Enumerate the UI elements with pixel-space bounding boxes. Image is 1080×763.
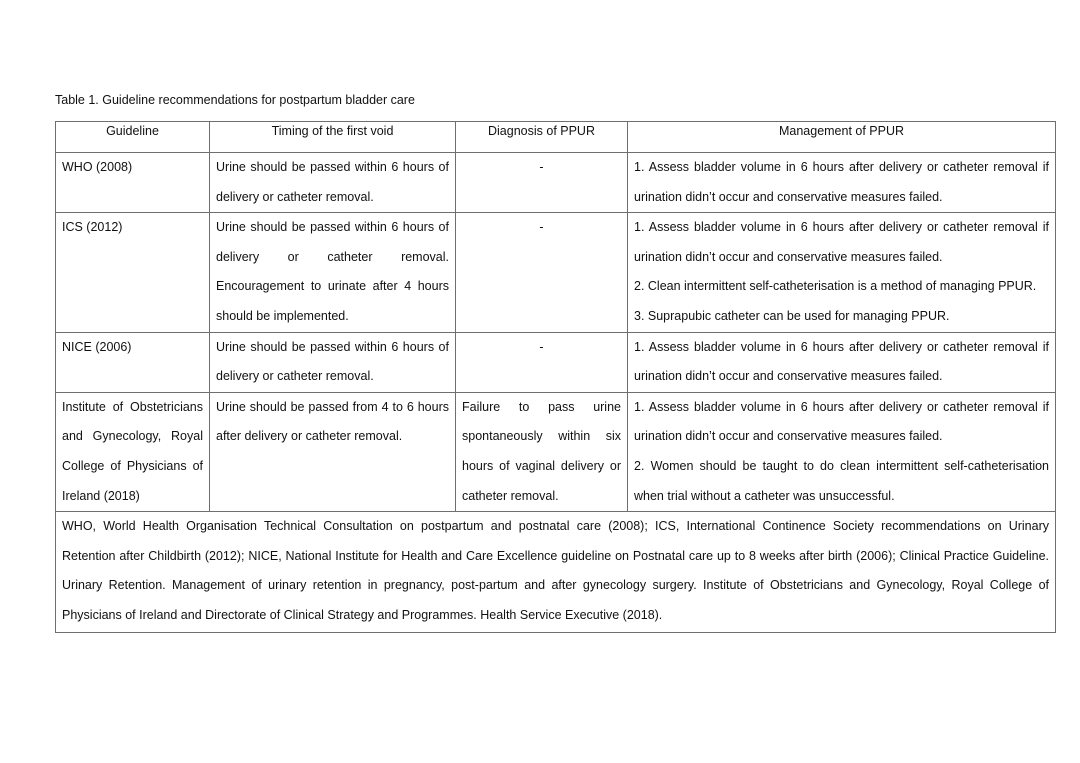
timing-cell (210, 392, 456, 511)
timing-cell (210, 213, 456, 332)
cell-line: 1. Assess bladder volume in 6 hours after delivery or catheter removal if (634, 399, 1049, 414)
table-caption: Table 1. Guideline recommendations for postpartum bladder care (55, 93, 415, 107)
cell-line: urination didn’t occur and conservative measures failed. (634, 249, 943, 264)
cell-line: when trial without a catheter was unsuccessful. (634, 488, 895, 503)
cell-line: urination didn’t occur and conservative measures failed. (634, 429, 943, 444)
cell-line: Urine should be passed within 6 hours of (216, 220, 449, 235)
management-cell (628, 213, 1056, 332)
cell-line: Urine should be passed from 4 to 6 hours (216, 399, 449, 414)
guideline-cell (56, 213, 210, 332)
guideline-cell (56, 392, 210, 511)
cell-line: ICS (2012) (62, 220, 123, 235)
footnote-row (56, 512, 1056, 633)
management-cell (628, 392, 1056, 511)
cell-line: catheter removal. (462, 488, 559, 503)
footnote-line: Retention after Childbirth (2012); NICE, National Institute for Health and Care Excellence guideline on Postnatal care up to 8 weeks after birth (2006); Clinical Practice Guideline. (62, 548, 1049, 563)
cell-line: urination didn’t occur and conservative measures failed. (634, 189, 943, 204)
cell-line: Urine should be passed within 6 hours of (216, 339, 449, 354)
cell-line: Encouragement to urinate after 4 hours (216, 279, 449, 294)
cell-line: Institute of Obstetricians (62, 399, 203, 414)
cell-line: 1. Assess bladder volume in 6 hours after delivery or catheter removal if (634, 160, 1049, 174)
table-row (56, 332, 1056, 392)
guidelines-table (55, 121, 1056, 633)
diagnosis-cell (456, 392, 628, 511)
cell-line: spontaneously within six (462, 429, 621, 444)
diagnosis-cell: - (456, 332, 628, 392)
table-row (56, 153, 1056, 213)
cell-line: hours of vaginal delivery or (462, 458, 621, 473)
cell-line: 2. Women should be taught to do clean intermittent self-catheterisation (634, 458, 1049, 473)
table-header-row (56, 122, 1056, 153)
cell-line: should be implemented. (216, 308, 349, 323)
cell-line: 1. Assess bladder volume in 6 hours after delivery or catheter removal if (634, 339, 1049, 354)
cell-line: after delivery or catheter removal. (216, 429, 403, 444)
footnote-line: WHO, World Health Organisation Technical Consultation on postpartum and postnatal care (2008); ICS, International Continence Society recommendations on Urinary (62, 519, 1049, 534)
timing-cell (210, 332, 456, 392)
cell-line: urination didn’t occur and conservative measures failed. (634, 369, 943, 384)
header-diagnosis: Diagnosis of PPUR (456, 122, 628, 153)
table-row (56, 213, 1056, 332)
cell-line: delivery or catheter removal. (216, 189, 374, 204)
guideline-cell (56, 332, 210, 392)
cell-line: and Gynecology, Royal (62, 429, 203, 444)
cell-line: 2. Clean intermittent self-catheterisation is a method of managing PPUR. (634, 279, 1037, 294)
cell-line: delivery or catheter removal. (216, 249, 449, 264)
cell-line: 3. Suprapubic catheter can be used for managing PPUR. (634, 308, 950, 323)
header-timing: Timing of the first void (210, 122, 456, 153)
cell-line: 1. Assess bladder volume in 6 hours after delivery or catheter removal if (634, 220, 1049, 235)
table-row (56, 392, 1056, 511)
cell-line: WHO (2008) (62, 160, 133, 174)
cell-line: Ireland (2018) (62, 488, 140, 503)
diagnosis-cell: - (456, 153, 628, 213)
cell-line: Urine should be passed within 6 hours of (216, 160, 449, 174)
footnote-line: Physicians of Ireland and Directorate of Clinical Strategy and Programmes. Health Service Executive (2018). (62, 607, 663, 622)
cell-line: Failure to pass urine (462, 399, 621, 414)
footnote-line: Urinary Retention. Management of urinary retention in pregnancy, post-partum and after gynecology surgery. Institute of Obstetricians and Gynecology, Royal College of (62, 578, 1049, 593)
management-cell (628, 153, 1056, 213)
table-footnote (56, 512, 1056, 633)
guideline-cell (56, 153, 210, 213)
management-cell (628, 332, 1056, 392)
cell-line: College of Physicians of (62, 458, 203, 473)
cell-line: delivery or catheter removal. (216, 369, 374, 384)
header-guideline: Guideline (56, 122, 210, 153)
cell-line: NICE (2006) (62, 339, 132, 354)
diagnosis-cell: - (456, 213, 628, 332)
timing-cell (210, 153, 456, 213)
header-management: Management of PPUR (628, 122, 1056, 153)
